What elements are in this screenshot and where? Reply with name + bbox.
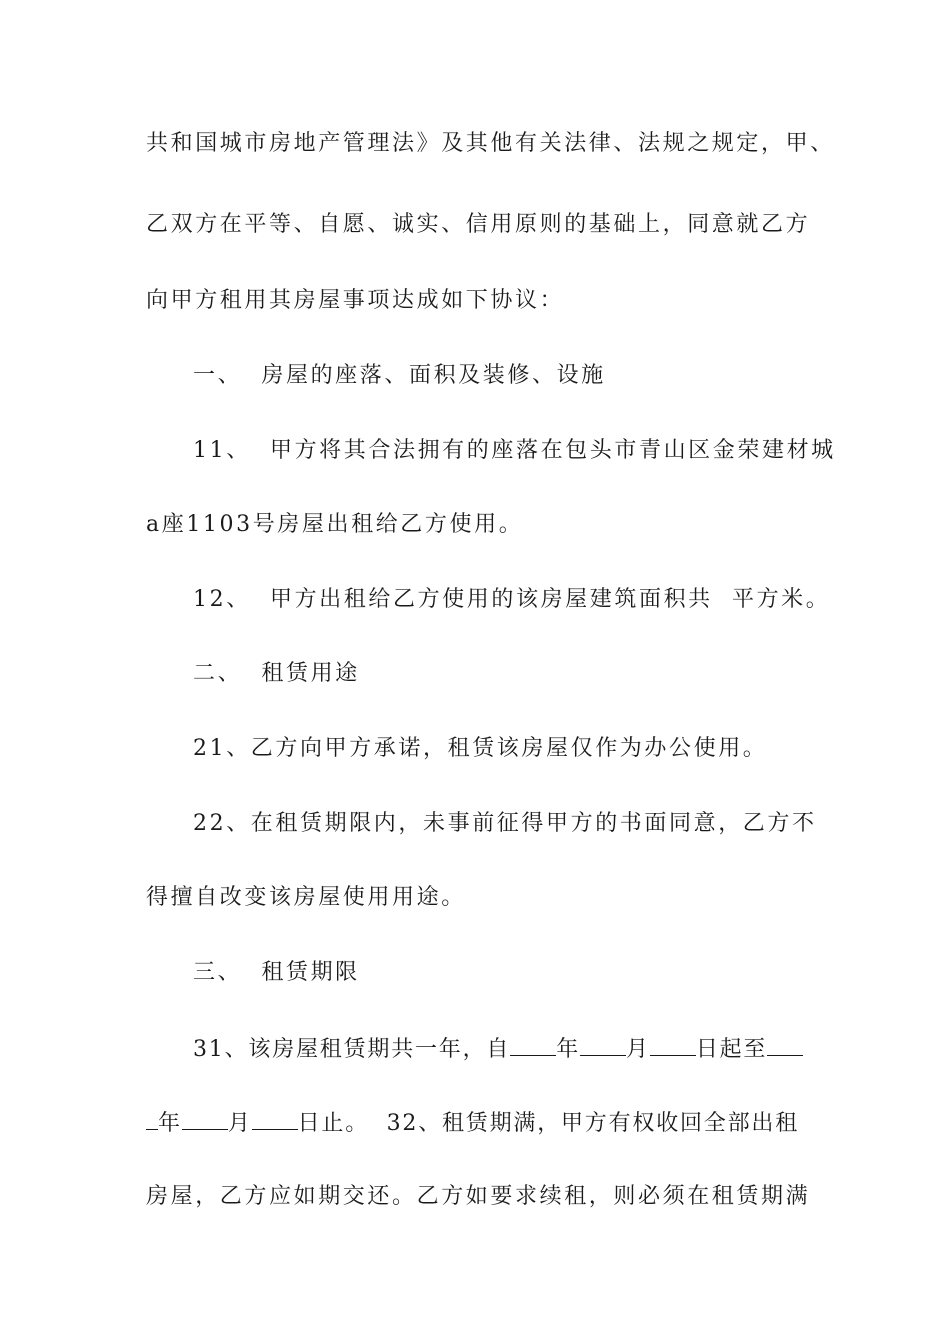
fill-blank-end-year-cont[interactable]: [146, 1107, 158, 1130]
text-line: 11、 甲方将其合法拥有的座落在包头市青山区金荣建材城: [193, 438, 836, 463]
text-segment: 年: [556, 1037, 581, 1062]
section-heading: 二、 租赁用途: [193, 661, 360, 686]
text-line: 21、乙方向甲方承诺，租赁该房屋仅作为办公使用。: [193, 736, 768, 761]
fill-blank-end-month[interactable]: [182, 1107, 228, 1130]
fill-blank-day[interactable]: [650, 1033, 696, 1056]
section-heading: 一、 房屋的座落、面积及装修、设施: [193, 363, 606, 388]
fill-blank-year[interactable]: [510, 1033, 556, 1056]
text-line: 22、在租赁期限内，未事前征得甲方的书面同意，乙方不: [193, 811, 817, 836]
text-line: a座1103号房屋出租给乙方使用。: [146, 512, 524, 537]
text-line: 共和国城市房地产管理法》及其他有关法律、法规之规定，甲、: [146, 131, 835, 156]
fill-blank-end-day[interactable]: [252, 1107, 298, 1130]
text-segment: 月: [626, 1037, 650, 1062]
text-segment: 日止。 32、租赁期满，甲方有权收回全部出租: [297, 1111, 800, 1136]
text-line: 房屋，乙方应如期交还。乙方如要求续租，则必须在租赁期满: [146, 1184, 811, 1209]
fill-blank-month[interactable]: [580, 1033, 626, 1056]
text-segment: 31、该房屋租赁期共一年，自: [193, 1037, 511, 1062]
text-line-lease-period: [193, 1033, 803, 1063]
text-segment: 日起至: [695, 1037, 768, 1062]
fill-blank-end-year[interactable]: [767, 1033, 803, 1056]
text-line: 得擅自改变该房屋使用用途。: [146, 885, 466, 910]
text-line-lease-end: [146, 1107, 799, 1137]
text-line: 乙双方在平等、自愿、诚实、信用原则的基础上，同意就乙方: [146, 212, 811, 237]
text-segment: 月: [227, 1111, 252, 1136]
text-segment: 年: [158, 1111, 182, 1136]
text-line: 向甲方租用其房屋事项达成如下协议：: [146, 288, 565, 313]
text-line: 12、 甲方出租给乙方使用的该房屋建筑面积共 平方米。: [193, 587, 831, 612]
section-heading: 三、 租赁期限: [193, 960, 360, 985]
